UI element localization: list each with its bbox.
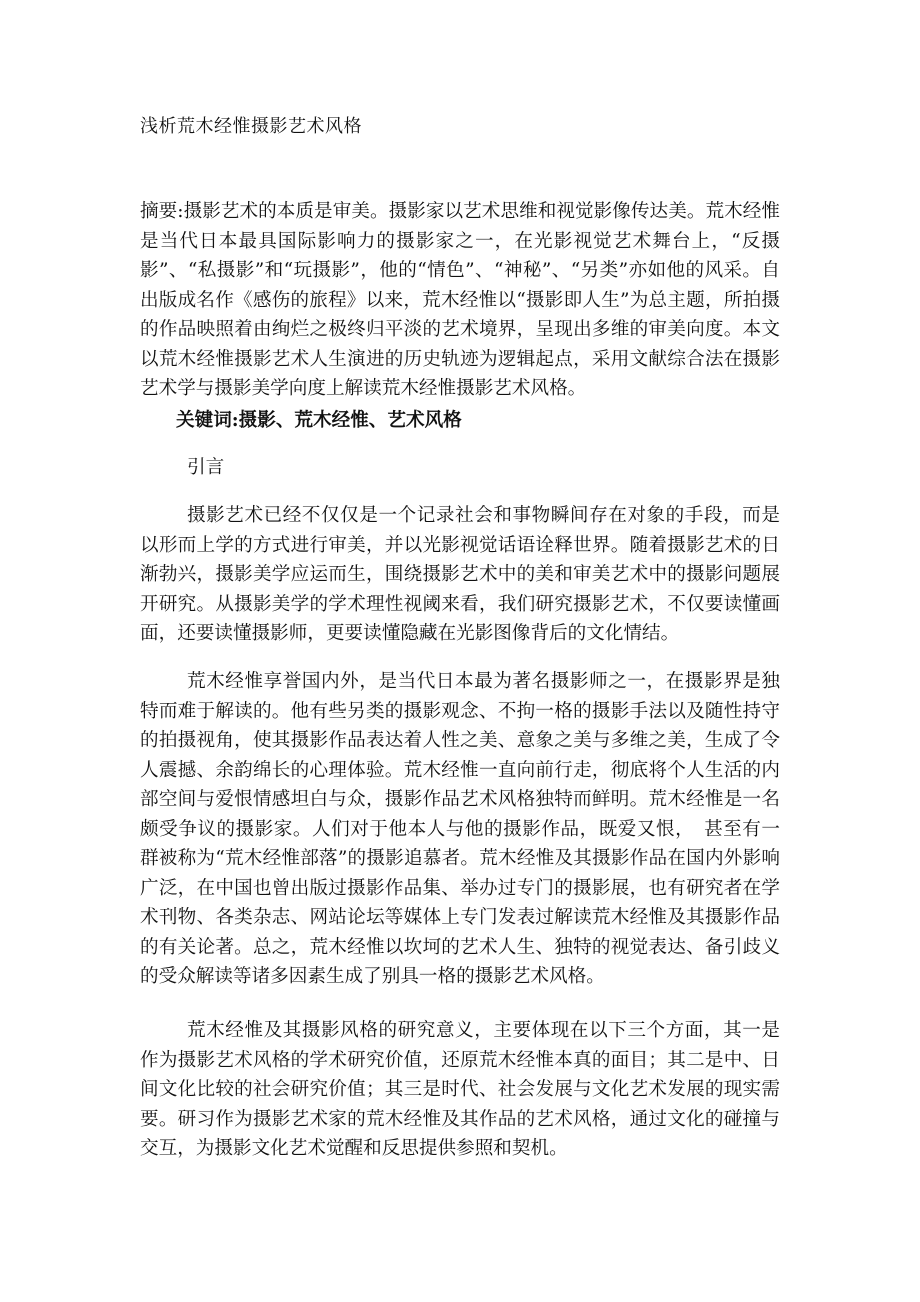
introduction-heading: 引言 xyxy=(187,457,225,478)
keywords-line: 关键词:摄影、荒木经惟、艺术风格 xyxy=(176,410,462,431)
document-title: 浅析荒木经惟摄影艺术风格 xyxy=(140,116,362,137)
body-paragraph-1: 摄影艺术已经不仅仅是一个记录社会和事物瞬间存在对象的手段，而是以形而上学的方式进行审美，并以光影视觉话语诠释世界。随着摄影艺术的日渐勃兴，摄影美学应运而生，围绕摄影艺术中的美和审美艺术中的摄影问题展开研究。从摄影美学的学术理性视阈来看，我们研究摄影艺术，不仅要读懂画面，还要读懂摄影师，更要读懂隐藏在光影图像背后的文化情结。 xyxy=(140,505,780,644)
body-paragraph-3: 荒木经惟及其摄影风格的研究意义，主要体现在以下三个方面，其一是作为摄影艺术风格的学术研究价值，还原荒木经惟本真的面目；其二是中、日间文化比较的社会研究价值；其三是时代、社会发展与文化艺术发展的现实需要。研习作为摄影艺术家的荒木经惟及其作品的艺术风格，通过文化的碰撞与交互，为摄影文化艺术觉醒和反思提供参照和契机。 xyxy=(140,1020,780,1159)
body-paragraph-2: 荒木经惟享誉国内外，是当代日本最为著名摄影师之一，在摄影界是独特而难于解读的。他有些另类的摄影观念、不拘一格的摄影手法以及随性持守的拍摄视角，使其摄影作品表达着人性之美、意象之美与多维之美，生成了令人震撼、余韵绵长的心理体验。荒木经惟一直向前行走，彻底将个人生活的内部空间与爱恨情感坦白与众，摄影作品艺术风格独特而鲜明。荒木经惟是一名颇受争议的摄影家。人们对于他本人与他的摄影作品，既爱又恨， 甚至有一群被称为“荒木经惟部落”的摄影追慕者。荒木经惟及其摄影作品在国内外影响广泛，在中国也曾出版过摄影作品集、举办过专门的摄影展，也有研究者在学术刊物、各类杂志、网站论坛等媒体上专门发表过解读荒木经惟及其摄影作品的有关论著。总之，荒木经惟以坎坷的艺术人生、独特的视觉表达、备引歧义的受众解读等诸多因素生成了别具一格的摄影艺术风格。 xyxy=(140,671,780,987)
abstract-paragraph: 摘要:摄影艺术的本质是审美。摄影家以艺术思维和视觉影像传达美。荒木经惟是当代日本最具国际影响力的摄影家之一，在光影视觉艺术舞台上，“反摄影”、“私摄影”和“玩摄影”，他的“情色”、“神秘”、“另类”亦如他的风采。自出版成名作《感伤的旅程》以来，荒木经惟以“摄影即人生”为总主题，所拍摄的作品映照着由绚烂之极终归平淡的艺术境界，呈现出多维的审美向度。本文以荒木经惟摄影艺术人生演进的历史轨迹为逻辑起点，采用文献综合法在摄影艺术学与摄影美学向度上解读荒木经惟摄影艺术风格。 xyxy=(140,201,780,399)
